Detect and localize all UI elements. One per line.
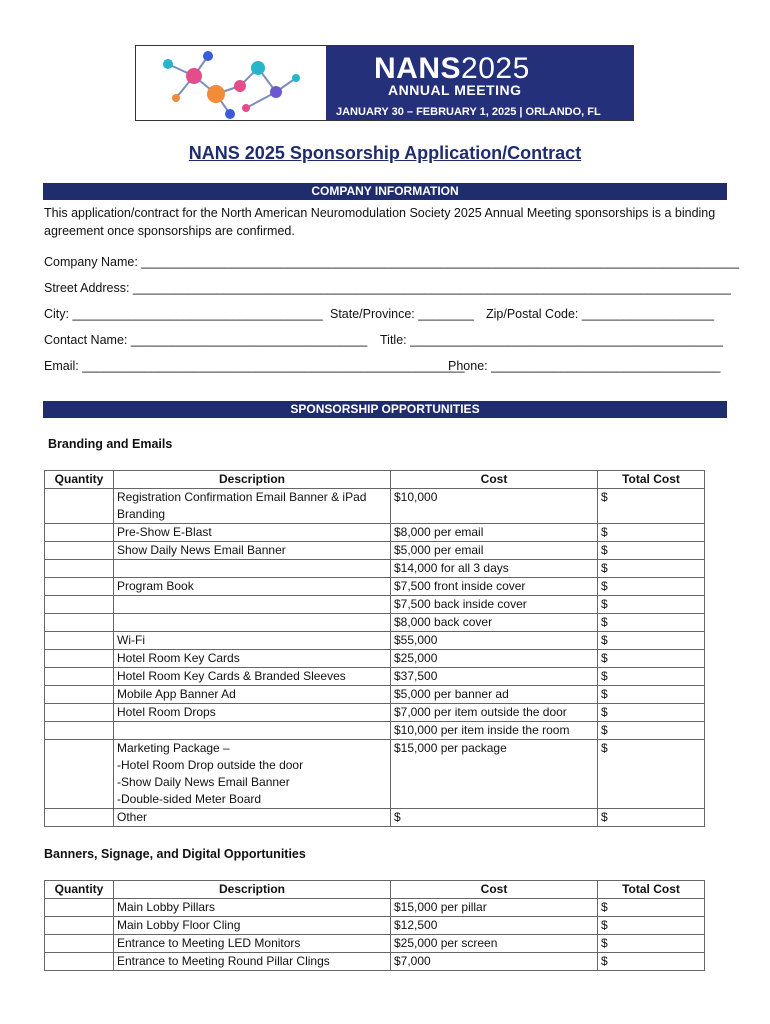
zip-field[interactable]: Zip/Postal Code: ___________________	[486, 307, 714, 321]
total-cost-cell[interactable]: $	[598, 489, 705, 524]
table-row	[45, 953, 705, 971]
quantity-cell[interactable]	[45, 686, 114, 704]
quantity-cell[interactable]	[45, 542, 114, 560]
total-cost-cell[interactable]: $	[598, 704, 705, 722]
quantity-cell[interactable]	[45, 740, 114, 809]
total-cost-cell[interactable]: $	[598, 614, 705, 632]
cost-cell: $7,500 front inside cover	[391, 578, 598, 596]
cost-cell: $5,000 per email	[391, 542, 598, 560]
table-row	[45, 935, 705, 953]
cost-cell: $8,000 back cover	[391, 614, 598, 632]
table-row	[45, 596, 705, 614]
col-cost: Cost	[391, 471, 598, 489]
table-row	[45, 632, 705, 650]
total-cost-cell[interactable]: $	[598, 686, 705, 704]
table-row	[45, 489, 705, 524]
cost-cell: $37,500	[391, 668, 598, 686]
description-cell: Main Lobby Floor Cling	[114, 917, 391, 935]
table-row	[45, 704, 705, 722]
cost-cell: $	[391, 809, 598, 827]
col-description: Description	[114, 471, 391, 489]
total-cost-cell[interactable]: $	[598, 596, 705, 614]
quantity-cell[interactable]	[45, 524, 114, 542]
molecule-network-graphic	[136, 46, 336, 121]
description-cell: Pre-Show E-Blast	[114, 524, 391, 542]
branding-heading: Branding and Emails	[48, 437, 173, 451]
quantity-cell[interactable]	[45, 668, 114, 686]
cost-cell: $8,000 per email	[391, 524, 598, 542]
col-total-cost: Total Cost	[598, 881, 705, 899]
total-cost-cell[interactable]: $	[598, 740, 705, 809]
table-row	[45, 686, 705, 704]
city-field[interactable]: City: ____________________________________	[44, 307, 323, 321]
quantity-cell[interactable]	[45, 632, 114, 650]
banner-dates: JANUARY 30 – FEBRUARY 1, 2025 | ORLANDO, FL	[336, 106, 601, 118]
table-row	[45, 542, 705, 560]
quantity-cell[interactable]	[45, 953, 114, 971]
col-cost: Cost	[391, 881, 598, 899]
document-title: NANS 2025 Sponsorship Application/Contract	[188, 143, 582, 163]
description-cell	[114, 722, 391, 740]
cost-cell: $12,500	[391, 917, 598, 935]
state-field[interactable]: State/Province: ________	[330, 307, 474, 321]
col-description: Description	[114, 881, 391, 899]
quantity-cell[interactable]	[45, 935, 114, 953]
branding-rows	[45, 489, 705, 827]
banners-table	[44, 880, 705, 971]
table-row	[45, 917, 705, 935]
intro-paragraph: This application/contract for the North American Neuromodulation Society 2025 Annual Meeting sponsorships is a binding agreement once sponsorships are confirmed.	[44, 206, 716, 238]
table-header-row	[45, 471, 705, 489]
quantity-cell[interactable]	[45, 704, 114, 722]
total-cost-cell[interactable]: $	[598, 809, 705, 827]
title-field[interactable]: Title: _____________________________________________	[380, 333, 723, 347]
total-cost-cell[interactable]: $	[598, 899, 705, 917]
total-cost-cell[interactable]: $	[598, 935, 705, 953]
cost-cell: $10,000 per item inside the room	[391, 722, 598, 740]
cost-cell: $25,000	[391, 650, 598, 668]
quantity-cell[interactable]	[45, 917, 114, 935]
description-cell: Program Book	[114, 578, 391, 596]
total-cost-cell[interactable]: $	[598, 917, 705, 935]
table-row	[45, 668, 705, 686]
col-total-cost: Total Cost	[598, 471, 705, 489]
description-cell: Registration Confirmation Email Banner & iPad Branding	[114, 489, 391, 524]
table-row	[45, 614, 705, 632]
quantity-cell[interactable]	[45, 560, 114, 578]
street-address-field[interactable]: Street Address: ______________________________________________________________________________________	[44, 281, 731, 295]
description-cell	[114, 596, 391, 614]
quantity-cell[interactable]	[45, 722, 114, 740]
cost-cell: $25,000 per screen	[391, 935, 598, 953]
cost-cell: $15,000 per pillar	[391, 899, 598, 917]
total-cost-cell[interactable]: $	[598, 542, 705, 560]
description-cell: Entrance to Meeting LED Monitors	[114, 935, 391, 953]
banner-title: NANS2025	[374, 52, 530, 85]
table-header-row	[45, 881, 705, 899]
total-cost-cell[interactable]: $	[598, 650, 705, 668]
quantity-cell[interactable]	[45, 596, 114, 614]
quantity-cell[interactable]	[45, 899, 114, 917]
company-name-field[interactable]: Company Name: ______________________________________________________________________________________	[44, 255, 740, 269]
description-cell: Main Lobby Pillars	[114, 899, 391, 917]
table-row	[45, 722, 705, 740]
quantity-cell[interactable]	[45, 614, 114, 632]
total-cost-cell[interactable]: $	[598, 578, 705, 596]
cost-cell: $55,000	[391, 632, 598, 650]
cost-cell: $7,000 per item outside the door	[391, 704, 598, 722]
total-cost-cell[interactable]: $	[598, 524, 705, 542]
total-cost-cell[interactable]: $	[598, 560, 705, 578]
col-quantity: Quantity	[45, 471, 114, 489]
description-cell	[114, 614, 391, 632]
company-information-header: COMPANY INFORMATION	[43, 183, 727, 200]
table-row	[45, 578, 705, 596]
table-row	[45, 809, 705, 827]
description-cell: Marketing Package – -Hotel Room Drop outside the door -Show Daily News Email Banner -Double-sided Meter Board	[114, 740, 391, 809]
quantity-cell[interactable]	[45, 650, 114, 668]
description-cell: Hotel Room Key Cards	[114, 650, 391, 668]
cost-cell: $10,000	[391, 489, 598, 524]
description-cell: Other	[114, 809, 391, 827]
description-cell	[114, 560, 391, 578]
total-cost-cell[interactable]: $	[598, 953, 705, 971]
quantity-cell[interactable]	[45, 809, 114, 827]
cost-cell: $14,000 for all 3 days	[391, 560, 598, 578]
table-row	[45, 524, 705, 542]
total-cost-cell[interactable]: $	[598, 722, 705, 740]
phone-field[interactable]: Phone: _________________________________	[448, 359, 721, 373]
cost-cell: $5,000 per banner ad	[391, 686, 598, 704]
description-cell: Show Daily News Email Banner	[114, 542, 391, 560]
table-row	[45, 560, 705, 578]
table-row	[45, 650, 705, 668]
cost-cell: $15,000 per package	[391, 740, 598, 809]
contact-name-field[interactable]: Contact Name: __________________________________	[44, 333, 368, 347]
banner-subtitle: ANNUAL MEETING	[388, 82, 522, 98]
description-cell: Hotel Room Drops	[114, 704, 391, 722]
banners-heading: Banners, Signage, and Digital Opportunities	[44, 847, 306, 861]
total-cost-cell[interactable]: $	[598, 632, 705, 650]
meeting-banner	[135, 45, 634, 121]
table-row	[45, 899, 705, 917]
description-cell: Wi-Fi	[114, 632, 391, 650]
branding-table	[44, 470, 705, 827]
quantity-cell[interactable]	[45, 578, 114, 596]
cost-cell: $7,500 back inside cover	[391, 596, 598, 614]
table-row	[45, 740, 705, 809]
banners-rows	[45, 899, 705, 971]
col-quantity: Quantity	[45, 881, 114, 899]
description-cell: Entrance to Meeting Round Pillar Clings	[114, 953, 391, 971]
total-cost-cell[interactable]: $	[598, 668, 705, 686]
quantity-cell[interactable]	[45, 489, 114, 524]
email-field[interactable]: Email: _______________________________________________________	[44, 359, 465, 373]
sponsorship-opportunities-header: SPONSORSHIP OPPORTUNITIES	[43, 401, 727, 418]
description-cell: Mobile App Banner Ad	[114, 686, 391, 704]
cost-cell: $7,000	[391, 953, 598, 971]
description-cell: Hotel Room Key Cards & Branded Sleeves	[114, 668, 391, 686]
